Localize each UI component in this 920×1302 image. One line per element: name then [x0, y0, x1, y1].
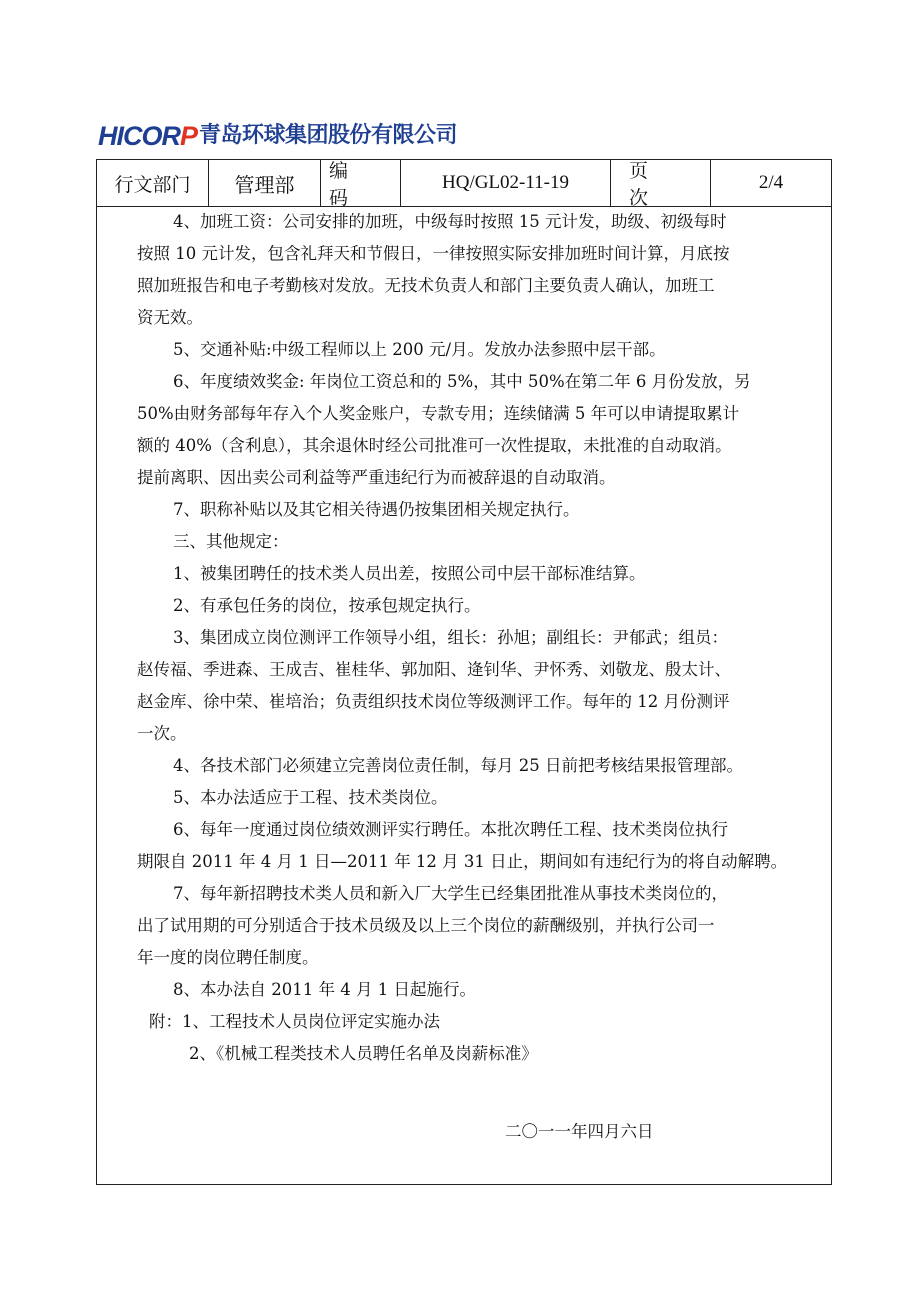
text-line: 6、每年一度通过岗位绩效测评实行聘任。本批次聘任工程、技术类岗位执行	[173, 820, 728, 839]
page-value: 2/4	[758, 172, 784, 193]
company-logo	[98, 122, 457, 150]
code-value: HQ/GL02-11-19	[401, 160, 611, 206]
text-line: 4、加班工资：公司安排的加班，中级每时按照 15 元计发，助级、初级每时	[173, 212, 727, 231]
text-line: 5、本办法适应于工程、技术类岗位。	[173, 788, 448, 807]
text-line: 6、年度绩效奖金: 年岗位工资总和的 5%，其中 50%在第二年 6 月份发放，另	[173, 372, 751, 391]
text-line: 8、本办法自 2011 年 4 月 1 日起施行。	[173, 980, 476, 999]
dept-value: 管理部	[209, 160, 321, 206]
attachment-line: 2、《机械工程类技术人员聘任名单及岗薪标准》	[189, 1044, 538, 1063]
text-line: 出了试用期的可分别适合于技术员级及以上三个岗位的薪酬级别，并执行公司一	[137, 916, 715, 935]
page-label: 页 次	[611, 160, 711, 206]
text-line: 1、被集团聘任的技术类人员出差，按照公司中层干部标准结算。	[173, 564, 646, 583]
logo-wordmark: HICORP	[98, 121, 198, 151]
text-line: 5、交通补贴:中级工程师以上 200 元/月。发放办法参照中层干部。	[173, 340, 666, 359]
text-line: 按照 10 元计发，包含礼拜天和节假日，一律按照实际安排加班时间计算，月底按	[137, 244, 730, 263]
text-line: 提前离职、因出卖公司利益等严重违纪行为而被辞退的自动取消。	[137, 468, 616, 487]
section-heading: 三、其他规定：	[173, 532, 289, 551]
text-line: 期限自 2011 年 4 月 1 日—2011 年 12 月 31 日止，期间如有违纪行为的将自动解聘。	[137, 852, 788, 871]
document-date: 二〇一一年四月六日	[505, 1122, 654, 1141]
text-line: 资无效。	[137, 308, 203, 327]
text-line: 2、有承包任务的岗位，按承包规定执行。	[173, 596, 481, 615]
text-line: 一次。	[137, 724, 187, 743]
document-frame	[96, 159, 832, 1185]
attachment-line: 附：1、工程技术人员岗位评定实施办法	[149, 1012, 440, 1031]
text-line: 50%由财务部每年存入个人奖金账户，专款专用；连续储满 5 年可以申请提取累计	[137, 404, 740, 423]
text-line: 7、职称补贴以及其它相关待遇仍按集团相关规定执行。	[173, 500, 580, 519]
text-line: 额的 40%（含利息），其余退休时经公司批准可一次性提取，未批准的自动取消。	[137, 436, 732, 455]
dept-label: 行文部门	[97, 160, 209, 206]
company-name: 青岛环球集团股份有限公司	[199, 123, 458, 148]
text-line: 照加班报告和电子考勤核对发放。无技术负责人和部门主要负责人确认，加班工	[137, 276, 715, 295]
text-line: 7、每年新招聘技术类人员和新入厂大学生已经集团批准从事技术类岗位的，	[173, 884, 728, 903]
text-line: 赵传福、季进森、王成吉、崔桂华、郭加阳、逄钊华、尹怀秀、刘敬龙、殷太计、	[137, 660, 731, 679]
text-line: 3、集团成立岗位测评工作领导小组，组长：孙旭；副组长：尹郁武；组员：	[173, 628, 728, 647]
code-label: 编 码	[321, 160, 401, 206]
text-line: 4、各技术部门必须建立完善岗位责任制，每月 25 日前把考核结果报管理部。	[173, 756, 743, 775]
header-table	[97, 160, 831, 207]
text-line: 年一度的岗位聘任制度。	[137, 948, 319, 967]
text-line: 赵金库、徐中荣、崔培治；负责组织技术岗位等级测评工作。每年的 12 月份测评	[137, 692, 730, 711]
